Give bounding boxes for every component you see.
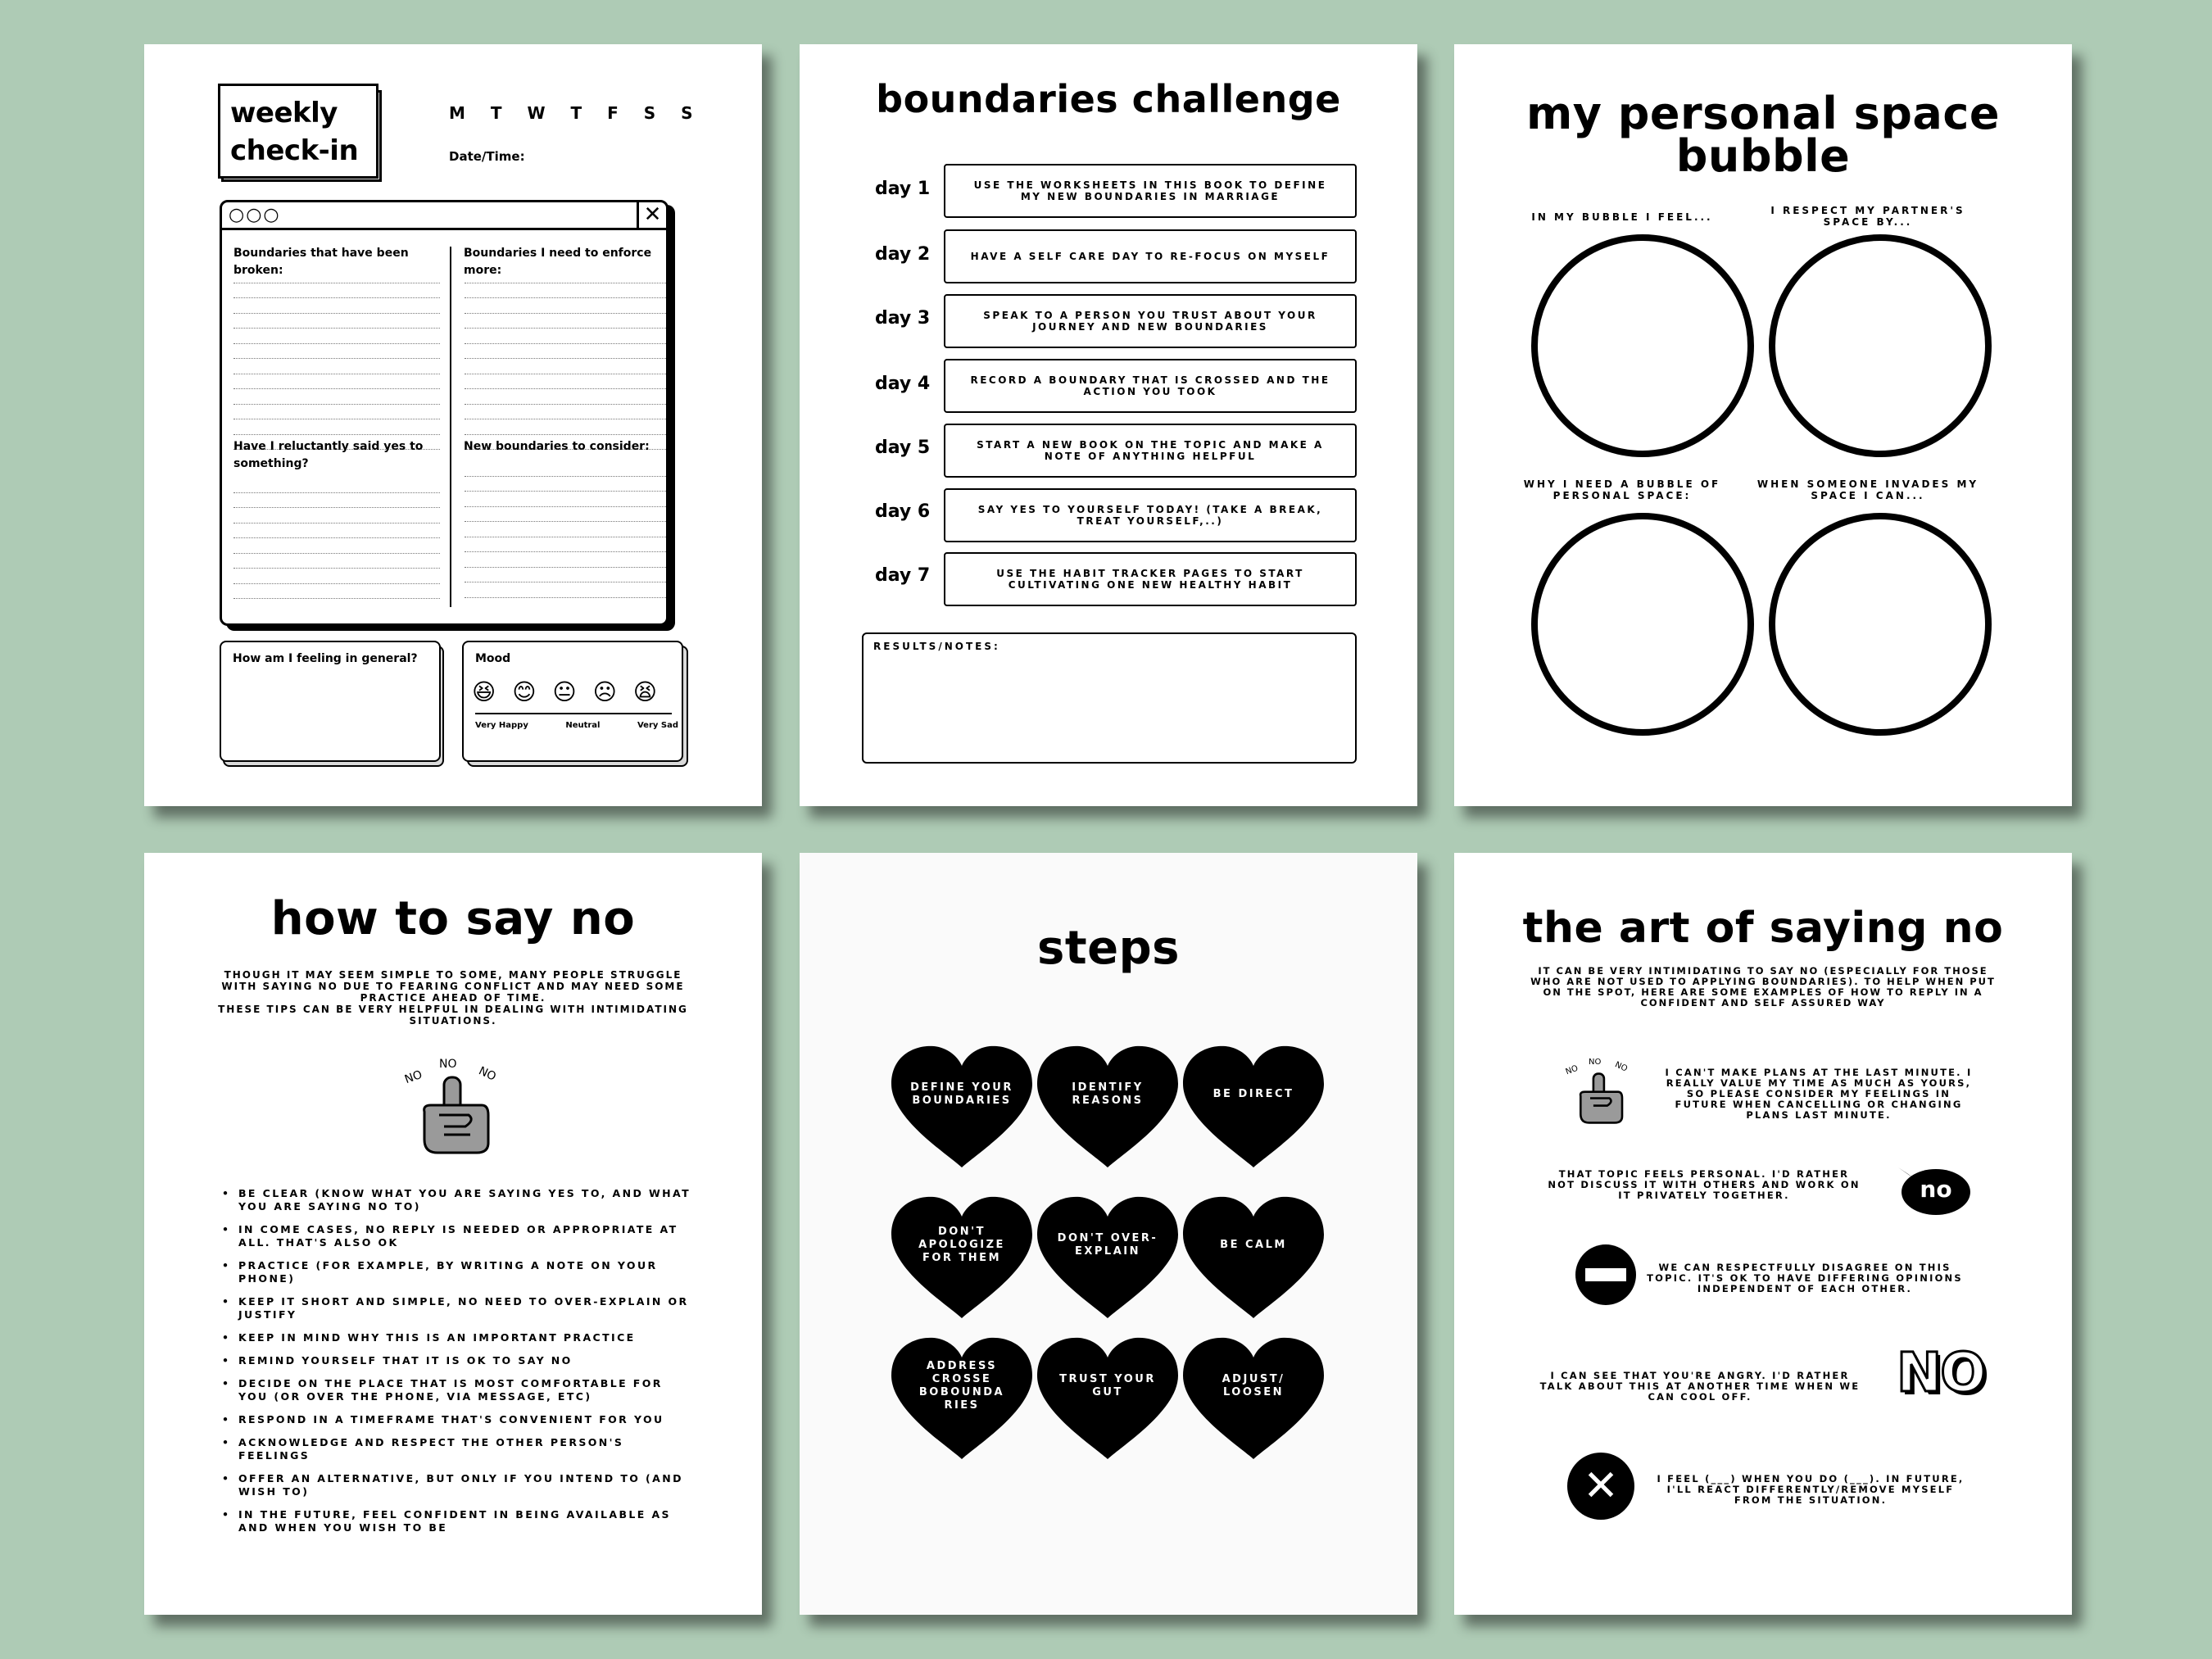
day-task-box: USE THE HABIT TRACKER PAGES TO START CULTIVATING ONE NEW HEALTHY HABIT <box>944 552 1357 606</box>
question-reluctant: Have I reluctantly said yes to something? <box>233 440 424 470</box>
results-notes-box <box>862 632 1357 764</box>
finger-no-text: NO <box>1589 1058 1602 1067</box>
day-label: day 3 <box>875 308 931 329</box>
tip-item: • BE CLEAR (KNOW WHAT YOU ARE SAYING YES TO, AND WHAT YOU ARE SAYING NO TO) <box>222 1187 697 1213</box>
step-heart <box>1181 1336 1326 1461</box>
scale-label: Very Happy <box>475 721 528 730</box>
heart-label: DON'T OVER-EXPLAIN <box>1057 1232 1158 1258</box>
bubble-no-text: no <box>1920 1176 1952 1203</box>
writing-lines <box>465 268 666 450</box>
question-feeling: How am I feeling in general? <box>233 652 418 665</box>
finger-no-text: NO <box>439 1058 457 1071</box>
day-task-box: START A NEW BOOK ON THE TOPIC AND MAKE A NOTE OF ANYTHING HELPFUL <box>944 424 1357 478</box>
date-time-label: Date/Time: <box>449 149 525 164</box>
weekday-letters: M T W T F S S <box>449 103 695 123</box>
intro-paragraph: IT CAN BE VERY INTIMIDATING TO SAY NO (ESPECIALLY FOR THOSE WHO ARE NOT USED TO APPLYING BOUNDARIES). TO HELP WHEN PUT ON THE SPOT, HERE ARE SOME EXAMPLES OF HOW TO REPLY IN A CONFIDENT AND SELF ASSURED WAY <box>1530 965 1996 1009</box>
bubble-prompt: WHY I NEED A BUBBLE OF PERSONAL SPACE: <box>1523 478 1721 501</box>
mood-label: Mood <box>475 652 511 665</box>
day-label: day 4 <box>875 374 931 394</box>
intro-paragraph: THESE TIPS CAN BE VERY HELPFUL IN DEALING WITH INTIMIDATING SITUATIONS. <box>218 1004 688 1027</box>
how-to-say-no-page <box>144 853 762 1615</box>
x-circle-icon: ✕ <box>1567 1453 1634 1520</box>
day-task-box: SPEAK TO A PERSON YOU TRUST ABOUT YOUR JOURNEY AND NEW BOUNDARIES <box>944 294 1357 348</box>
heart-label: DON'T APOLOGIZE FOR THEM <box>918 1226 1005 1264</box>
day-label: day 7 <box>875 565 931 586</box>
tip-item: • IN COME CASES, NO REPLY IS NEEDED OR APPROPRIATE AT ALL. THAT'S ALSO OK <box>222 1223 697 1249</box>
mood-scale-labels <box>475 721 678 730</box>
example-text: WE CAN RESPECTFULLY DISAGREE ON THIS TOPIC. IT'S OK TO HAVE DIFFERING OPINIONS INDEPENDENT OF EACH OTHER. <box>1647 1262 1963 1294</box>
day-task-box: SAY YES TO YOURSELF TODAY! (TAKE A BREAK, TREAT YOURSELF,..) <box>944 488 1357 542</box>
step-heart <box>1036 1045 1180 1169</box>
tip-item: • RESPOND IN A TIMEFRAME THAT'S CONVENIENT FOR YOU <box>222 1413 697 1426</box>
title-line-2: check-in <box>230 134 359 167</box>
example-text: I CAN SEE THAT YOU'RE ANGRY. I'D RATHER TALK ABOUT THIS AT ANOTHER TIME WHEN WE CAN COOL OFF. <box>1539 1370 1861 1403</box>
step-heart <box>1036 1336 1180 1461</box>
mood-faces-icon: 😆😊😐☹😫 <box>472 678 673 705</box>
title-box <box>218 84 378 179</box>
example-text: I FEEL (___) WHEN YOU DO (___). IN FUTURE, I'LL REACT DIFFERENTLY/REMOVE MYSELF FROM THE SITUATION. <box>1657 1473 1965 1506</box>
writing-lines <box>233 478 440 599</box>
title-line-1: weekly <box>230 97 338 129</box>
writing-lines <box>233 268 440 450</box>
heart-label: TRUST YOUR GUT <box>1059 1373 1156 1398</box>
feeling-box <box>220 641 441 762</box>
tip-item: • OFFER AN ALTERNATIVE, BUT ONLY IF YOU INTEND TO (AND WISH TO) <box>222 1472 697 1498</box>
day-task-box: USE THE WORKSHEETS IN THIS BOOK TO DEFINE MY NEW BOUNDARIES IN MARRIAGE <box>944 164 1357 218</box>
tips-list <box>222 1187 697 1544</box>
question-enforce: Boundaries I need to enforce more: <box>464 247 652 277</box>
tip-item: • DECIDE ON THE PLACE THAT IS MOST COMFORTABLE FOR YOU (OR OVER THE PHONE, VIA MESSAGE, ETC) <box>222 1377 697 1403</box>
heart-label: DEFINE YOUR BOUNDARIES <box>910 1081 1013 1107</box>
example-text: I CAN'T MAKE PLANS AT THE LAST MINUTE. I REALLY VALUE MY TIME AS MUCH AS YOURS, SO PLEASE CONSIDER MY FEELINGS IN FUTURE WHEN CANCELLING OR CHANGING PLANS LAST MINUTE. <box>1665 1067 1973 1121</box>
tip-item: • KEEP IT SHORT AND SIMPLE, NO NEED TO OVER-EXPLAIN OR JUSTIFY <box>222 1295 697 1321</box>
results-notes-label: RESULTS/NOTES: <box>873 641 1000 652</box>
finger-no-text: NO <box>476 1064 498 1084</box>
page-title-line-1: my personal space <box>1526 88 2000 139</box>
bubble-prompt: WHEN SOMEONE INVADES MY SPACE I CAN... <box>1756 478 1979 501</box>
steps-page <box>800 853 1417 1615</box>
bubble-circle <box>1769 513 1992 736</box>
heart-label: BE CALM <box>1220 1239 1287 1251</box>
bubble-prompt: I RESPECT MY PARTNER'S SPACE BY... <box>1770 205 1965 228</box>
art-of-saying-no-page <box>1454 853 2072 1615</box>
finger-no-icon <box>402 1058 505 1156</box>
heart-label: ADJUST/ LOOSEN <box>1222 1373 1285 1398</box>
example-text: THAT TOPIC FEELS PERSONAL. I'D RATHER NOT DISCUSS IT WITH OTHERS AND WORK ON IT PRIVATELY TOGETHER. <box>1548 1168 1861 1201</box>
day-task-box: HAVE A SELF CARE DAY TO RE-FOCUS ON MYSELF <box>944 229 1357 283</box>
tip-item: • ACKNOWLEDGE AND RESPECT THE OTHER PERSON'S FEELINGS <box>222 1436 697 1462</box>
question-broken: Boundaries that have been broken: <box>233 247 409 277</box>
finger-no-text: NO <box>1613 1060 1629 1074</box>
step-heart <box>1036 1195 1180 1320</box>
day-label: day 6 <box>875 501 931 522</box>
window-title-bar <box>222 202 666 230</box>
big-no-text: NO <box>1897 1341 1985 1404</box>
tip-item: • PRACTICE (FOR EXAMPLE, BY WRITING A NOTE ON YOUR PHONE) <box>222 1259 697 1285</box>
page-title-line-2: bubble <box>1675 130 1851 182</box>
day-label: day 2 <box>875 244 931 265</box>
intro-paragraph: THOUGH IT MAY SEEM SIMPLE TO SOME, MANY PEOPLE STRUGGLE WITH SAYING NO DUE TO FEARING CONFLICT AND MAY NEED SOME PRACTICE AHEAD OF TIME. <box>221 969 685 1004</box>
page-title: boundaries challenge <box>876 77 1341 121</box>
question-new: New boundaries to consider: <box>464 440 650 453</box>
checkin-window <box>220 200 669 626</box>
speech-bubble-icon <box>1897 1164 1972 1217</box>
finger-no-icon <box>1564 1058 1633 1128</box>
step-heart <box>890 1336 1034 1461</box>
day-label: day 5 <box>875 437 931 458</box>
step-heart <box>1181 1195 1326 1320</box>
step-heart <box>890 1045 1034 1169</box>
finger-no-text: NO <box>402 1067 424 1087</box>
tip-item: • IN THE FUTURE, FEEL CONFIDENT IN BEING AVAILABLE AS AND WHEN YOU WISH TO BE <box>222 1508 697 1534</box>
page-title: steps <box>1037 922 1180 975</box>
heart-label: IDENTIFY REASONS <box>1072 1081 1144 1107</box>
bubble-circle <box>1769 234 1992 457</box>
scale-label: Neutral <box>565 721 601 730</box>
page-title: the art of saying no <box>1522 904 2004 953</box>
bubble-circle <box>1531 234 1754 457</box>
scale-label: Very Sad <box>637 721 678 730</box>
window-dots-icon: ○○○ <box>229 205 281 225</box>
heart-label: ADDRESS CROSSE BOBOUNDA RIES <box>918 1360 1005 1412</box>
day-task-box: RECORD A BOUNDARY THAT IS CROSSED AND THE ACTION YOU TOOK <box>944 359 1357 413</box>
step-heart <box>1181 1045 1326 1169</box>
finger-no-text: NO <box>1564 1063 1580 1077</box>
column-divider <box>450 247 451 607</box>
tip-item: • REMIND YOURSELF THAT IT IS OK TO SAY NO <box>222 1354 697 1367</box>
step-heart <box>890 1195 1034 1320</box>
page-title: how to say no <box>270 892 636 945</box>
bubble-circle <box>1531 513 1754 736</box>
personal-space-page <box>1454 44 2072 806</box>
weekly-checkin-page <box>144 44 762 806</box>
boundaries-challenge-page <box>800 44 1417 806</box>
day-label: day 1 <box>875 179 931 199</box>
mood-box <box>462 641 683 762</box>
close-icon: ✕ <box>637 202 666 229</box>
writing-lines <box>465 461 666 598</box>
tip-item: • KEEP IN MIND WHY THIS IS AN IMPORTANT PRACTICE <box>222 1331 697 1344</box>
mood-scale-line <box>475 713 672 714</box>
bubble-prompt: IN MY BUBBLE I FEEL... <box>1531 211 1713 223</box>
heart-label: BE DIRECT <box>1213 1088 1294 1100</box>
no-entry-icon <box>1575 1244 1636 1305</box>
